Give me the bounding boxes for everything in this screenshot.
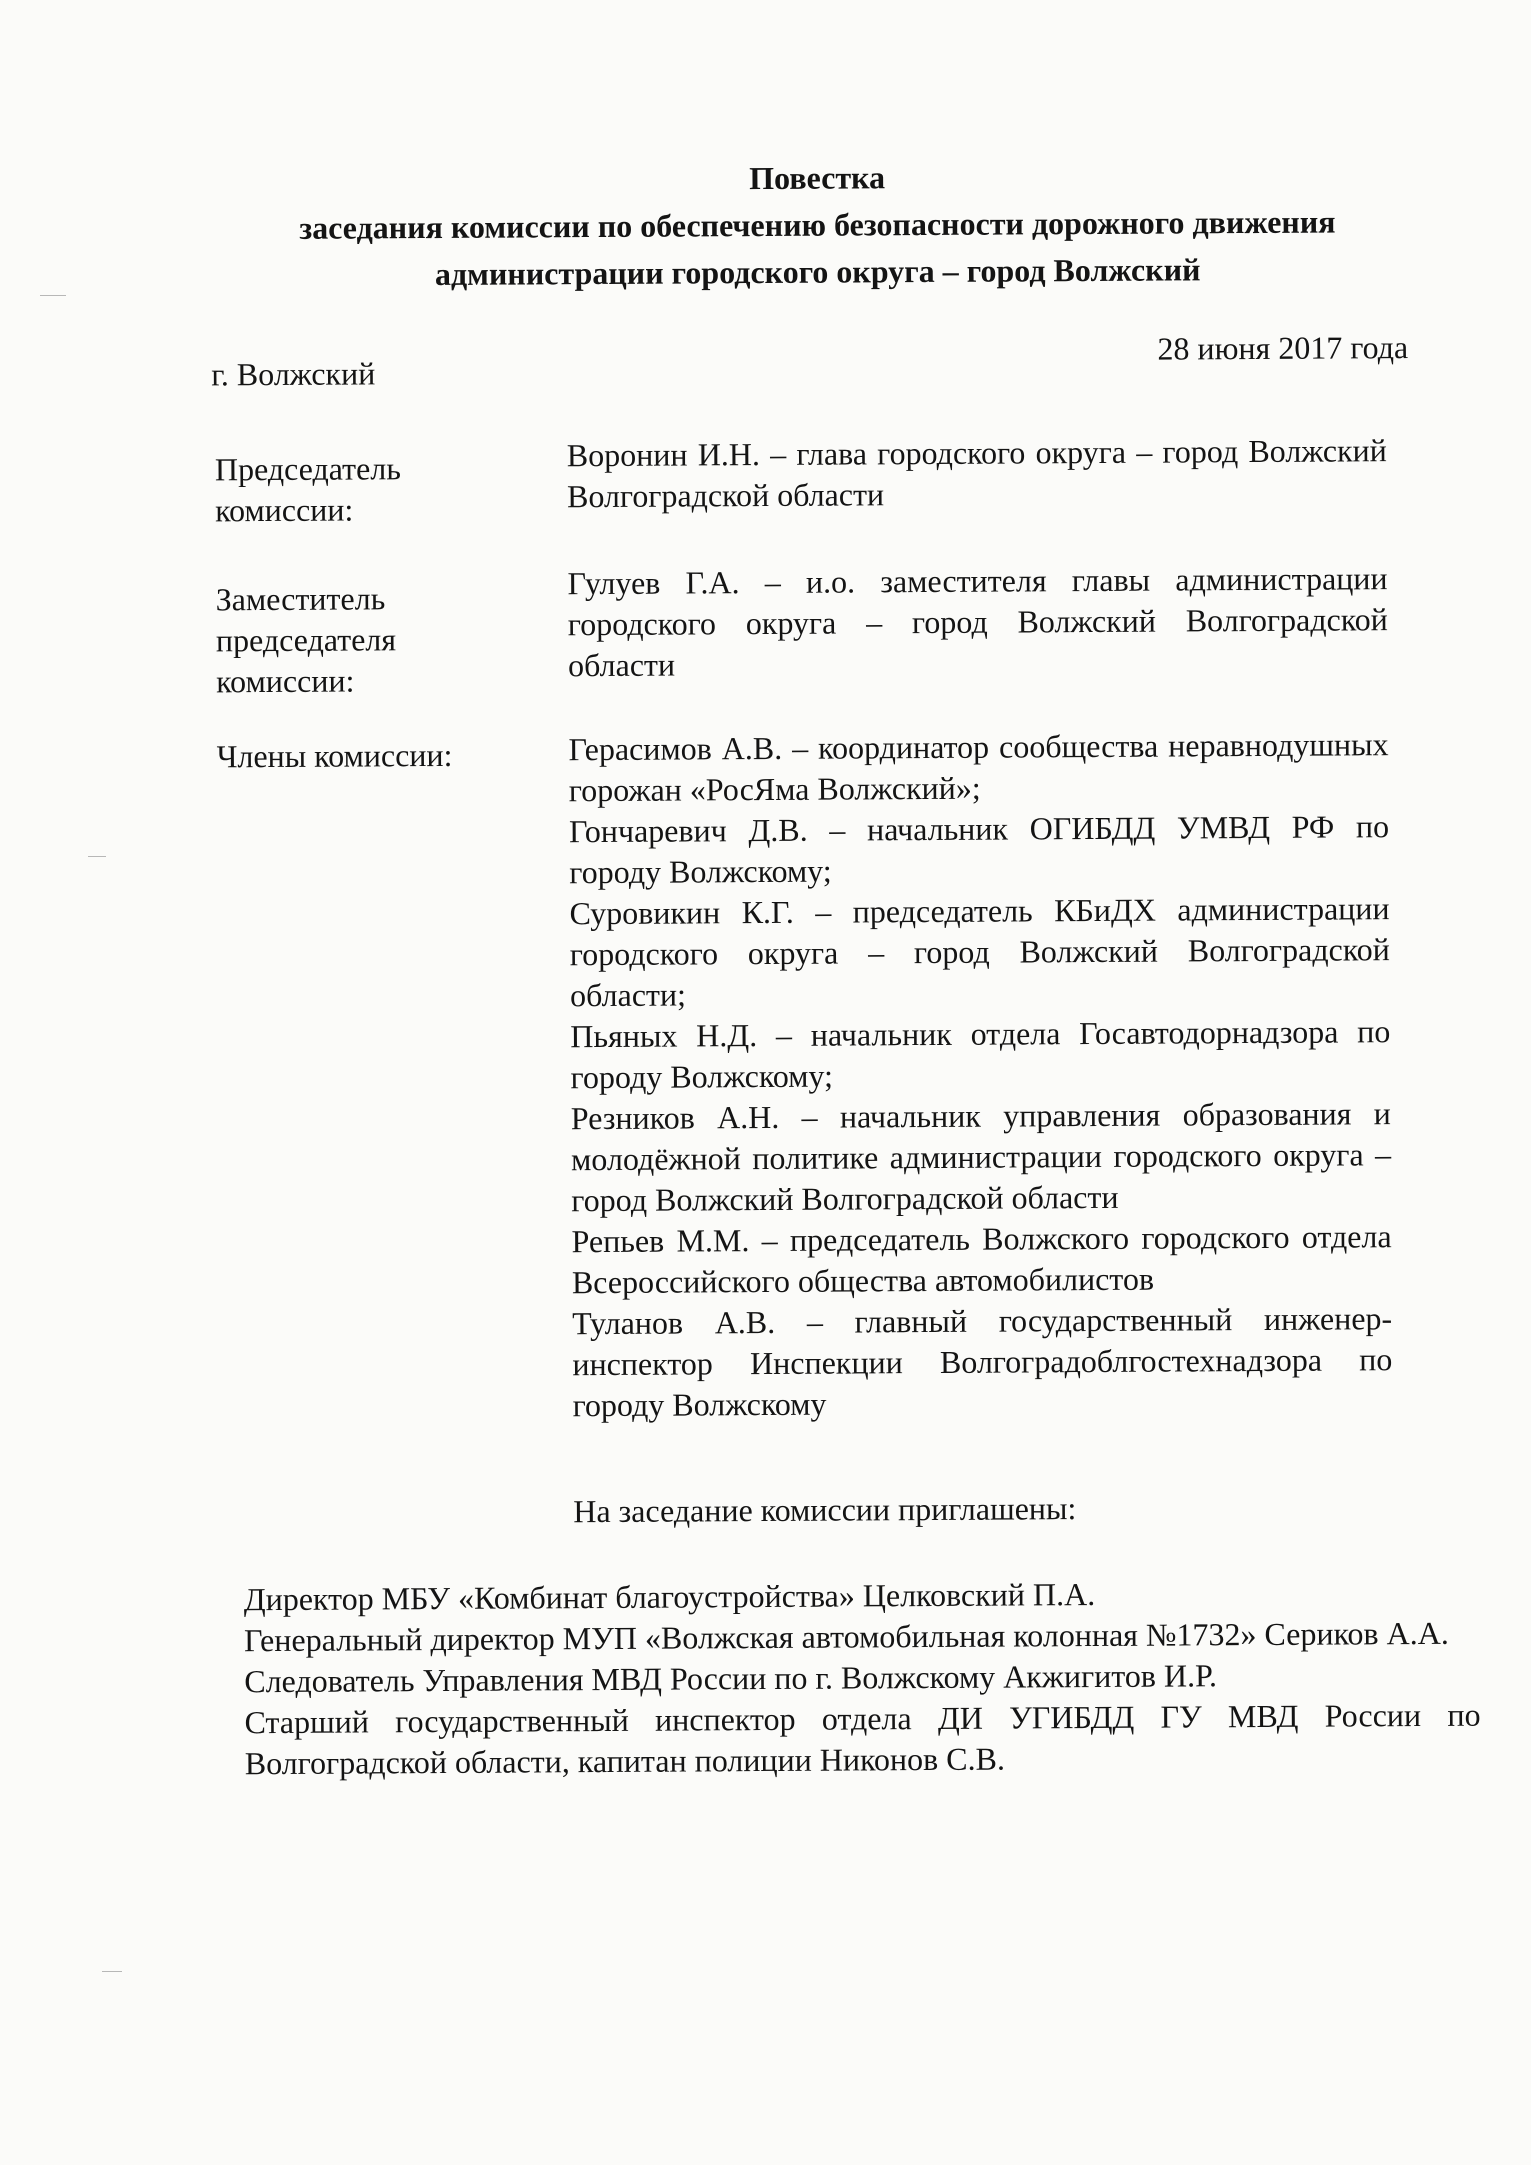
invited-item: Директор МБУ «Комбинат благоустройства» Целковский П.А. [243,1576,1096,1618]
member-item: Туланов А.В. – главный государственный инженер-инспектор Инспекции Волгоградоблгостехнадзора по городу Волжскому [572,1300,1393,1424]
deputy-label-line-3: комиссии: [216,662,355,700]
member-item: Герасимов А.В. – координатор сообщества неравнодушных горожан «РосЯма Волжский»; [568,726,1389,809]
invited-item: Старший государственный инспектор отдела ДИ УГИБДД ГУ МВД России по Волгоградской области, капитан полиции Никонов С.В. [244,1696,1481,1782]
member-item: Суровикин К.Г. – председатель КБиДХ администрации городского округа – город Волжский Волгоградской области; [569,890,1390,1014]
invited-item: Генеральный директор МУП «Волжская автомобильная колонная №1732» Сериков А.А. [243,1614,1449,1659]
deputy-label-line-1: Заместитель [215,580,386,618]
member-item: Пьяных Н.Д. – начальник отдела Госавтодорнадзора по городу Волжскому; [570,1013,1391,1096]
deputy-label [216,578,397,702]
invited-item: Следователь Управления МВД России по г. Волжскому Акжигитов И.Р. [244,1657,1217,1700]
invited-list [244,1572,1481,1785]
document-subtitle-line-2: администрации городского округа – город Волжский [434,251,1201,293]
scan-speck [102,1971,122,1972]
member-item: Репьев М.М. – председатель Волжского городского отдела Всероссийского общества автомобилистов [571,1218,1392,1301]
deputy-text: Гулуев Г.А. – и.о. заместителя главы администрации городского округа – город Волжский Волгоградской области [567,560,1388,684]
members-list [568,724,1392,1426]
scan-speck [40,295,66,296]
deputy-label-line-2: председателя [215,621,397,659]
meeting-place: г. Волжский [211,355,376,393]
chairman-label [215,448,401,531]
members-label: Члены комиссии: [216,736,453,775]
document-title: Повестка [749,159,886,197]
chairman-text: Воронин И.Н. – глава городского округа – город Волжский Волгоградской области [566,432,1387,515]
member-item: Гончаревич Д.В. – начальник ОГИБДД УМВД РФ по городу Волжскому; [569,808,1390,891]
invited-heading: На заседание комиссии приглашены: [573,1490,1077,1530]
chairman-label-line-1: Председатель [214,450,401,488]
chairman-label-line-2: комиссии: [215,491,354,529]
document-heading [227,151,1408,299]
meeting-date: 28 июня 2017 года [1157,329,1409,367]
member-item: Резников А.Н. – начальник управления образования и молодёжной политике администрации городского округа – город Волжский Волгоградской области [570,1095,1392,1219]
document-subtitle-line-1: заседания комиссии по обеспечению безопасности дорожного движения [299,203,1336,246]
scan-speck [88,856,106,857]
